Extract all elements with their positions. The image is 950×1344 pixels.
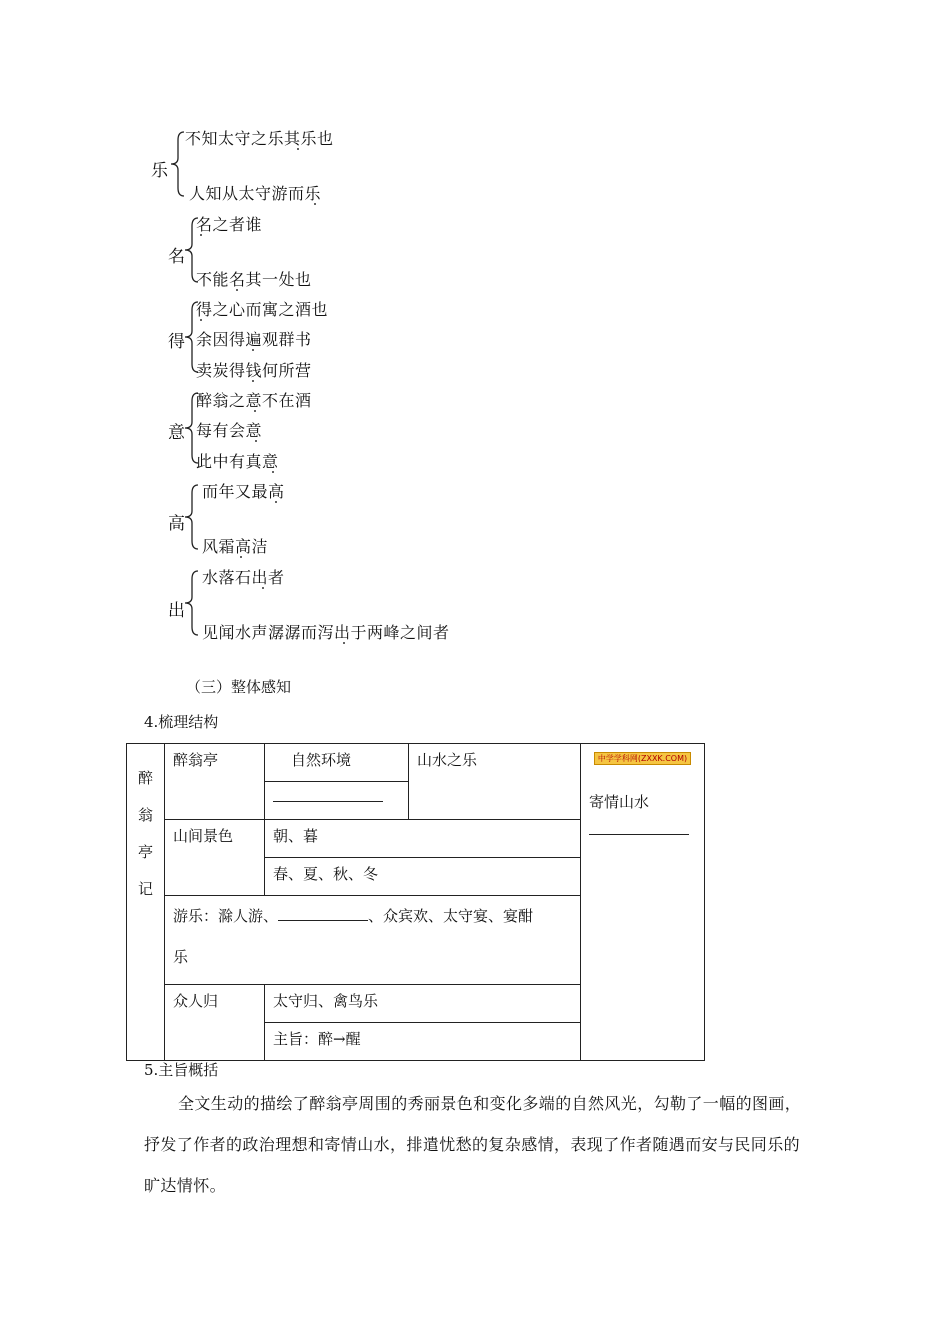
watermark-logo: 中学学科网(ZXXK.COM): [594, 752, 691, 765]
group-item-yi-2: 每有会意: [196, 421, 263, 440]
group-key-le: 乐: [151, 161, 168, 181]
group-item-yi-1: 醉翁之意不在酒: [196, 391, 312, 410]
emphasis-dot: [262, 587, 264, 589]
group-item-gao-1: 而年又最高: [202, 482, 285, 501]
group-item-gao-2: 风霜高洁: [202, 537, 269, 556]
cell-natural-environment: 自然环境: [265, 744, 409, 782]
emphasis-dot: [297, 148, 299, 150]
group-item-de-2: 余因得遍观群书: [196, 330, 312, 349]
group-item-chu-1: 水落石出者: [202, 568, 285, 587]
emphasis-dot: [343, 642, 345, 644]
cell-four-seasons: 春、夏、秋、冬: [265, 858, 581, 896]
emphasis-dot: [272, 471, 274, 473]
cell-mountain-scenery: 山间景色: [165, 820, 265, 896]
group-key-de: 得: [168, 332, 185, 352]
item-heading-summary: 5.主旨概括: [144, 1061, 219, 1079]
cell-blank-environment: [265, 782, 409, 820]
cell-theme: 主旨：醉→醒: [265, 1023, 581, 1061]
emphasis-dot: [236, 289, 238, 291]
brace-chu: [182, 567, 202, 639]
item-heading-structure: 4.梳理结构: [144, 713, 219, 731]
emphasis-dot: [275, 501, 277, 503]
table-title-vertical: 醉翁亭记: [137, 769, 153, 898]
group-item-le-1: 不知太守之乐其乐也: [185, 129, 334, 148]
youle-suffix: 、众宾欢、太守宴、宴酣: [368, 907, 534, 925]
brace-gao: [182, 481, 202, 553]
cell-morning-evening: 朝、暮: [265, 820, 581, 858]
emphasis-dot: [252, 349, 254, 351]
cell-crowd-return: 众人归: [165, 985, 265, 1061]
summary-paragraph: 全文生动的描绘了醉翁亭周围的秀丽景色和变化多端的自然风光，勾勒了一幅的图画，抒发了作者的政治理想和寄情山水，排遣忧愁的复杂感情，表现了作者随遇而安与民同乐的旷达情怀。: [144, 1094, 802, 1195]
emphasis-dot: [314, 203, 316, 205]
group-item-chu-2: 见闻水声潺潺而泻出于两峰之间者: [202, 623, 450, 642]
group-item-de-1: 得之心而寓之酒也: [196, 300, 329, 319]
right-label: 寄情山水: [589, 793, 650, 811]
group-key-gao: 高: [168, 514, 185, 534]
emphasis-dot: [240, 556, 242, 558]
group-item-de-3: 卖炭得钱何所营: [196, 361, 312, 380]
group-item-le-2: 人知从太守游而乐: [189, 184, 322, 203]
structure-table: [126, 743, 705, 1061]
group-item-ming-2: 不能名其一处也: [196, 270, 312, 289]
table-right-column: [581, 744, 705, 1061]
cell-zuiwengting: 醉翁亭: [165, 744, 265, 820]
emphasis-dot: [200, 319, 202, 321]
youle-line2: 乐: [173, 948, 189, 966]
group-key-chu: 出: [168, 601, 185, 621]
emphasis-dot: [254, 410, 256, 412]
right-blank-line: [589, 832, 689, 835]
group-key-ming: 名: [168, 247, 185, 267]
group-item-ming-1: 名之者谁: [196, 215, 263, 234]
blank-line: [273, 799, 383, 802]
emphasis-dot: [200, 234, 202, 236]
cell-youle: [165, 896, 581, 985]
cell-shanshui-joy: 山水之乐: [409, 744, 581, 820]
group-key-yi: 意: [168, 423, 185, 443]
group-item-yi-3: 此中有真意: [196, 452, 279, 471]
table-title-cell: [127, 744, 165, 1061]
youle-prefix: 游乐：滁人游、: [173, 907, 279, 925]
youle-blank: [278, 920, 368, 921]
emphasis-dot: [252, 380, 254, 382]
section-heading-overall: （三）整体感知: [186, 678, 292, 696]
cell-taishou-return: 太守归、禽鸟乐: [265, 985, 581, 1023]
emphasis-dot: [255, 440, 257, 442]
